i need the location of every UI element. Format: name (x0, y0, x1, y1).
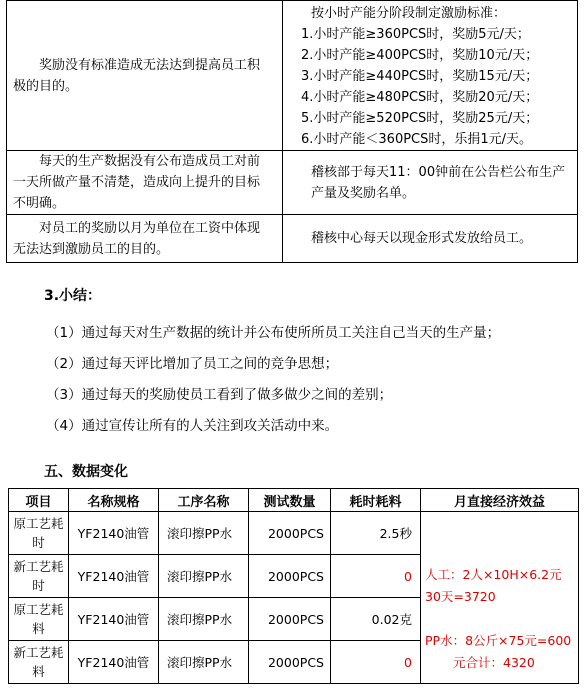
solution-cell: 稽核中心每天以现金形式发放给员工。 (283, 215, 578, 263)
solution-cell (283, 1, 578, 151)
quantity-cell: 2000PCS (249, 641, 331, 684)
incentive-title: 按小时产能分阶段制定激励标准： (311, 6, 507, 21)
summary-item: （3）通过每天的奖励使员工看到了做多做少之间的差别； (46, 387, 393, 403)
benefit-pp-water: PP水：8公斤×75元=600 (425, 633, 572, 648)
incentive-rule: 2.小时产能≥400PCS时，奖励10元/天； (301, 48, 539, 63)
benefit-labor: 人工：2人×10H×6.2元30天=3720 (425, 567, 562, 604)
summary-item: （1）通过每天对生产数据的统计并公布使所所员工关注自己当天的生产量； (46, 325, 501, 341)
item-cell: 新工艺耗时 (9, 555, 69, 598)
incentive-rule: 5.小时产能≥520PCS时，奖励25元/天； (301, 111, 539, 126)
data-change-table (8, 488, 579, 684)
incentive-rule: 4.小时产能≥480PCS时，奖励20元/天； (301, 90, 539, 105)
item-cell: 原工艺耗料 (9, 598, 69, 641)
benefit-total: 元合计：4320 (453, 655, 535, 670)
spec-cell: YF2140油管 (69, 598, 159, 641)
quantity-cell: 2000PCS (249, 512, 331, 555)
incentive-rule: 3.小时产能≥440PCS时，奖励15元/天； (301, 69, 539, 84)
table-row (7, 215, 578, 263)
column-header: 项目 (9, 489, 69, 512)
consumption-cell: 0 (331, 555, 421, 598)
summary-item: （4）通过宣传让所有的人关注到攻关活动中来。 (46, 418, 339, 434)
problem-cell: 对员工的奖励以月为单位在工资中体现无法达到激励员工的目的。 (7, 215, 283, 263)
summary-item: （2）通过每天评比增加了员工之间的竞争思想； (46, 356, 339, 372)
quantity-cell: 2000PCS (249, 555, 331, 598)
column-header: 耗时耗料 (331, 489, 421, 512)
process-cell: 滚印擦PP水 (159, 512, 249, 555)
measures-table (6, 0, 578, 263)
quantity-cell: 2000PCS (249, 598, 331, 641)
column-header: 工序名称 (159, 489, 249, 512)
table-row (9, 512, 579, 555)
column-header: 名称规格 (69, 489, 159, 512)
process-cell: 滚印擦PP水 (159, 555, 249, 598)
section-heading: 五、数据变化 (44, 464, 128, 480)
consumption-cell: 0 (331, 641, 421, 684)
solution-cell: 稽核部于每天11：00钟前在公告栏公布生产产量及奖励名单。 (283, 151, 578, 215)
item-cell: 新工艺耗料 (9, 641, 69, 684)
table-row (7, 151, 578, 215)
summary-list (46, 318, 500, 442)
table-row (7, 1, 578, 151)
problem-cell: 每天的生产数据没有公布造成员工对前一天所做产量不清楚，造成向上提升的目标不明确。 (7, 151, 283, 215)
spec-cell: YF2140油管 (69, 641, 159, 684)
summary-heading: 3.小结： (44, 288, 102, 304)
spec-cell: YF2140油管 (69, 512, 159, 555)
table-header-row (9, 489, 579, 512)
column-header: 测试数量 (249, 489, 331, 512)
column-header: 月直接经济效益 (421, 489, 579, 512)
problem-cell: 奖励没有标准造成无法达到提高员工积极的目的。 (7, 1, 283, 151)
process-cell: 滚印擦PP水 (159, 598, 249, 641)
spec-cell: YF2140油管 (69, 555, 159, 598)
consumption-cell: 2.5秒 (331, 512, 421, 555)
incentive-rule: 6.小时产能＜360PCS时，乐捐1元/天。 (301, 132, 533, 147)
incentive-rule: 1.小时产能≥360PCS时，奖励5元/天； (301, 27, 530, 42)
consumption-cell: 0.02克 (331, 598, 421, 641)
benefit-cell (421, 512, 579, 684)
item-cell: 原工艺耗时 (9, 512, 69, 555)
process-cell: 滚印擦PP水 (159, 641, 249, 684)
